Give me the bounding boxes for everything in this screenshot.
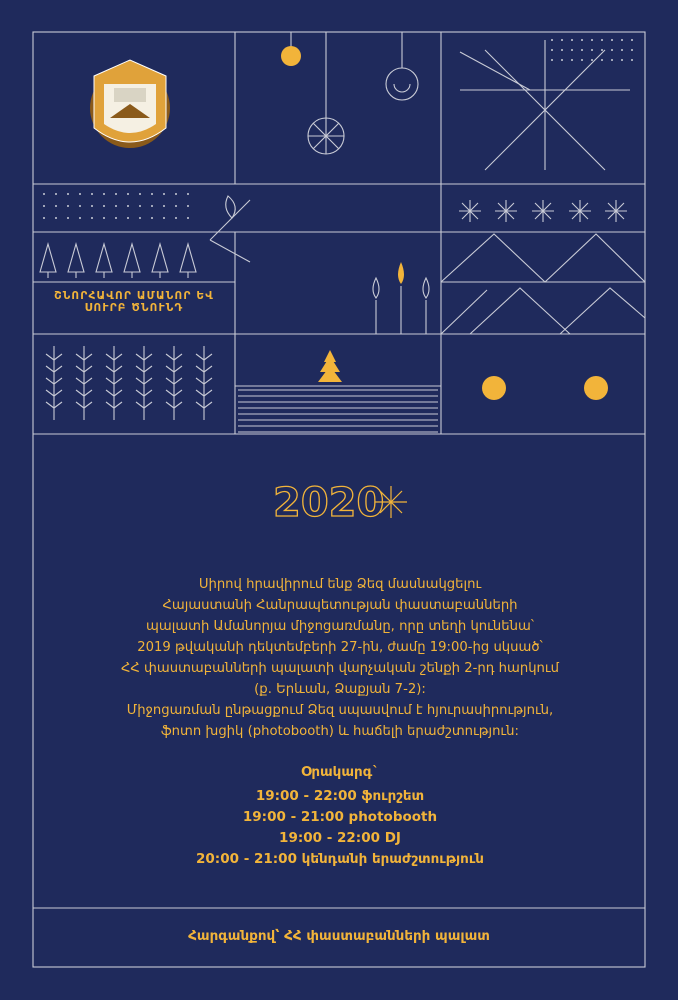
invitation-line: ՀՀ փաստաբանների պալատի վարչական շենքի 2-րդ հարկում <box>120 661 560 676</box>
signoff: Հարգանքով՝ ՀՀ փաստաբանների պալատ <box>188 928 490 944</box>
invitation-line: Միջոցառման ընթացքում Ձեզ սպասվում է հյուրասիրություն, <box>126 703 554 718</box>
invitation-line: (ք. Երևան, Ձաքյան 7-2): <box>254 682 426 697</box>
year-logo <box>0 478 678 528</box>
schedule-item: 19:00 - 22:00 ֆուրշետ <box>255 788 425 804</box>
invitation-line: 2019 թվականի դեկտեմբերի 27-ին, ժամը 19:00-ից սկսած՝ <box>137 640 543 655</box>
schedule-heading: Օրակարգ` <box>301 764 379 780</box>
year-graphic <box>269 478 409 524</box>
invitation-line: պալատի Ամանորյա միջոցառմանը, որը տեղի կունենա՝ <box>146 619 534 634</box>
schedule-item: 19:00 - 21:00 photobooth <box>242 809 438 825</box>
invitation-text <box>60 574 620 742</box>
invitation-line: ֆոտո խցիկ (photobooth) և հաճելի երաժշտություն: <box>161 724 519 739</box>
invitation-line: Հայաստանի Հանրապետության փաստաբանների <box>162 598 518 613</box>
invitation-line: Սիրով հրավիրում ենք Ձեզ մասնակցելու <box>198 577 482 592</box>
emblem-logo <box>90 60 170 148</box>
holiday-greeting: ՇՆՈՐՀԱՎՈՐ ԱՄԱՆՈՐ ԵՎ ՍՈՒՐԲ ԾՆՈՒՆԴ <box>54 290 214 314</box>
schedule-item: 19:00 - 22:00 DJ <box>279 830 401 846</box>
year-text: 2020 <box>273 480 385 524</box>
schedule <box>60 762 620 870</box>
schedule-item: 20:00 - 21:00 կենդանի երաժշտություն <box>196 851 484 867</box>
